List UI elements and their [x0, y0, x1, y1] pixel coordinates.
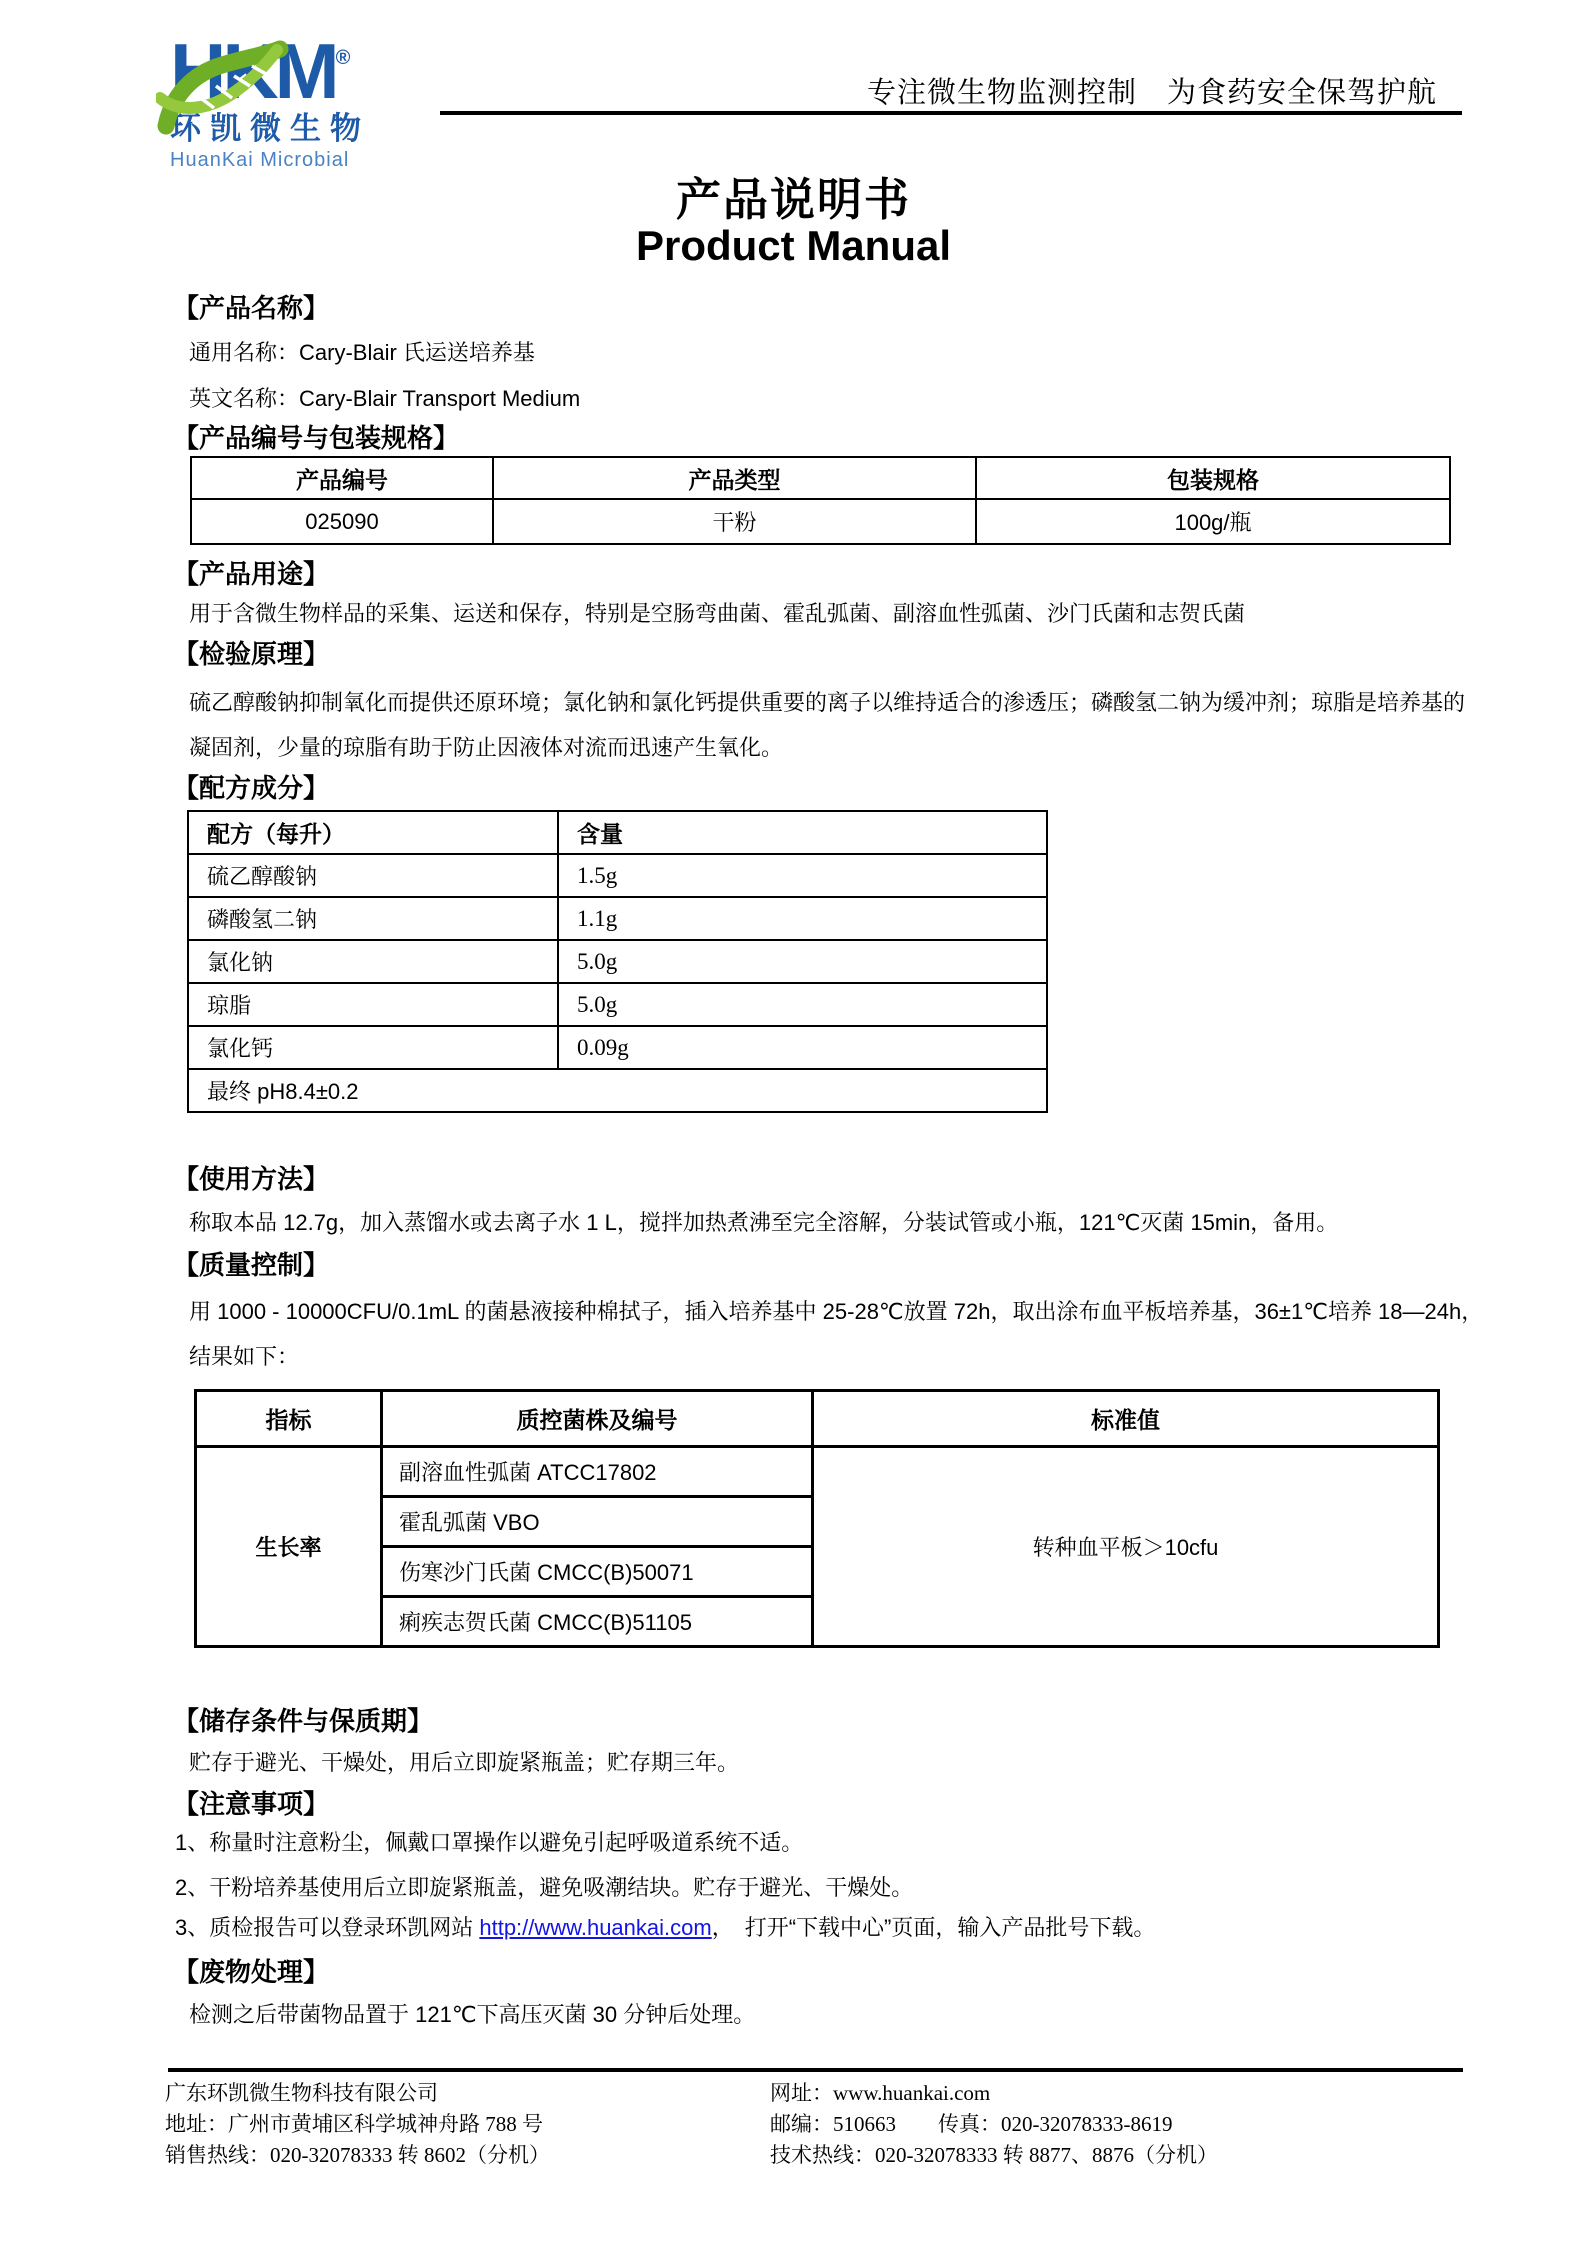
amount-cell: 1.5g [558, 854, 1047, 897]
amount-cell: 1.1g [558, 897, 1047, 940]
huankai-website-link[interactable]: http://www.huankai.com [479, 1915, 712, 1940]
page-title-en: Product Manual [635, 222, 952, 269]
ingredient-cell: 氯化钙 [188, 1026, 558, 1069]
formula-row [188, 897, 1047, 940]
qc-header-row [196, 1391, 1439, 1447]
qc-text: 用 1000 - 10000CFU/0.1mL 的菌悬液接种棉拭子，插入培养基中 25-28℃放置 72h，取出涂布血平板培养基，36±1℃培养 18—24h，结果如下： [189, 1299, 1484, 1369]
product-type-cell: 干粉 [493, 499, 976, 544]
section-heading-formula: 【配方成分】 [173, 773, 330, 803]
formula-header-row [188, 811, 1047, 854]
section-heading-qc: 【质量控制】 [173, 1250, 330, 1280]
standard-cell: 转种血平板＞10cfu [813, 1447, 1439, 1647]
formula-table [187, 810, 1048, 1113]
note-item-3 [173, 1913, 1485, 1943]
col-header-pack-spec: 包装规格 [976, 457, 1450, 499]
footer-sales-hotline: 销售热线：020-32078333 转 8602（分机） [165, 2143, 550, 2167]
document-body [173, 285, 1485, 2030]
ingredient-cell: 氯化钠 [188, 940, 558, 983]
strain-cell: 副溶血性弧菌 ATCC17802 [382, 1447, 813, 1497]
logo-hkm-text: HKM® [170, 27, 351, 115]
page-title-cn: 产品说明书 [675, 174, 911, 225]
final-ph-cell: 最终 pH8.4±0.2 [188, 1069, 1047, 1112]
footer-left-column [165, 2078, 550, 2171]
section-heading-usage: 【产品用途】 [173, 559, 330, 589]
waste-text: 检测之后带菌物品置于 121℃下高压灭菌 30 分钟后处理。 [189, 2002, 756, 2027]
formula-row [188, 1026, 1047, 1069]
logo-chinese-name: 环凯微生物 [170, 111, 370, 146]
product-code-cell: 025090 [191, 499, 493, 544]
generic-name-line: 通用名称：Cary-Blair 氏运送培养基 [189, 340, 535, 365]
formula-row [188, 940, 1047, 983]
footer-website: 网址：www.huankai.com [770, 2081, 991, 2105]
section-heading-packaging: 【产品编号与包装规格】 [173, 423, 460, 453]
header-divider [440, 111, 1462, 115]
registered-trademark-icon: ® [335, 47, 351, 69]
ingredient-cell: 琼脂 [188, 983, 558, 1026]
amount-cell: 0.09g [558, 1026, 1047, 1069]
packaging-table-data-row [191, 499, 1450, 544]
note-item-1: 1、称量时注意粉尘，佩戴口罩操作以避免引起呼吸道系统不适。 [175, 1830, 804, 1855]
footer-company: 广东环凯微生物科技有限公司 [165, 2081, 438, 2105]
col-header-standard: 标准值 [813, 1391, 1439, 1447]
footer-right-column [770, 2078, 1218, 2171]
logo-mark [170, 20, 430, 115]
qc-table [194, 1389, 1440, 1648]
formula-row [188, 983, 1047, 1026]
storage-text: 贮存于避光、干燥处，用后立即旋紧瓶盖；贮存期三年。 [189, 1750, 740, 1775]
note-3-suffix: ， 打开“下载中心”页面，输入产品批号下载。 [711, 1915, 1156, 1940]
qc-row [196, 1447, 1439, 1497]
indicator-cell: 生长率 [196, 1447, 382, 1647]
section-heading-principle: 【检验原理】 [173, 639, 330, 669]
section-heading-method: 【使用方法】 [173, 1164, 330, 1194]
packaging-table [190, 456, 1451, 545]
note-3-prefix: 3、质检报告可以登录环凯网站 [175, 1915, 480, 1940]
principle-text: 硫乙醇酸钠抑制氧化而提供还原环境；氯化钠和氯化钙提供重要的离子以维持适合的渗透压；磷酸氢二钠为缓冲剂；琼脂是培养基的凝固剂，少量的琼脂有助于防止因液体对流而迅速产生氧化。 [189, 690, 1466, 760]
company-slogan: 专注微生物监测控制 为食药安全保驾护航 [867, 77, 1438, 109]
pack-spec-cell: 100g/瓶 [976, 499, 1450, 544]
section-heading-product-name: 【产品名称】 [173, 293, 330, 323]
ingredient-cell: 硫乙醇酸钠 [188, 854, 558, 897]
ingredient-cell: 磷酸氢二钠 [188, 897, 558, 940]
packaging-table-header-row [191, 457, 1450, 499]
section-heading-storage: 【储存条件与保质期】 [173, 1706, 434, 1736]
footer-divider [168, 2068, 1463, 2072]
company-logo [170, 20, 470, 172]
section-heading-waste: 【废物处理】 [173, 1957, 330, 1987]
footer-postal-fax: 邮编：510663 传真：020-32078333-8619 [770, 2112, 1173, 2136]
col-header-indicator: 指标 [196, 1391, 382, 1447]
col-header-product-code: 产品编号 [191, 457, 493, 499]
formula-row [188, 854, 1047, 897]
col-header-strain: 质控菌株及编号 [382, 1391, 813, 1447]
col-header-ingredient: 配方（每升） [188, 811, 558, 854]
footer-address: 地址：广州市黄埔区科学城神舟路 788 号 [165, 2112, 543, 2136]
english-name-line: 英文名称：Cary-Blair Transport Medium [189, 386, 581, 411]
section-heading-notes: 【注意事项】 [173, 1789, 330, 1819]
logo-english-name: HuanKai Microbial [170, 149, 350, 171]
amount-cell: 5.0g [558, 983, 1047, 1026]
strain-cell: 伤寒沙门氏菌 CMCC(B)50071 [382, 1547, 813, 1597]
note-item-2: 2、干粉培养基使用后立即旋紧瓶盖，避免吸潮结块。贮存于避光、干燥处。 [175, 1875, 914, 1900]
strain-cell: 霍乱弧菌 VBO [382, 1497, 813, 1547]
col-header-product-type: 产品类型 [493, 457, 976, 499]
formula-footer-row [188, 1069, 1047, 1112]
strain-cell: 痢疾志贺氏菌 CMCC(B)51105 [382, 1597, 813, 1647]
usage-text: 用于含微生物样品的采集、运送和保存，特别是空肠弯曲菌、霍乱弧菌、副溶血性弧菌、沙门氏菌和志贺氏菌 [189, 601, 1246, 626]
amount-cell: 5.0g [558, 940, 1047, 983]
footer-tech-hotline: 技术热线：020-32078333 转 8877、8876（分机） [770, 2143, 1218, 2167]
method-text: 称取本品 12.7g，加入蒸馏水或去离子水 1 L，搅拌加热煮沸至完全溶解，分装试管或小瓶，121℃灭菌 15min，备用。 [189, 1210, 1339, 1235]
col-header-amount: 含量 [558, 811, 1047, 854]
